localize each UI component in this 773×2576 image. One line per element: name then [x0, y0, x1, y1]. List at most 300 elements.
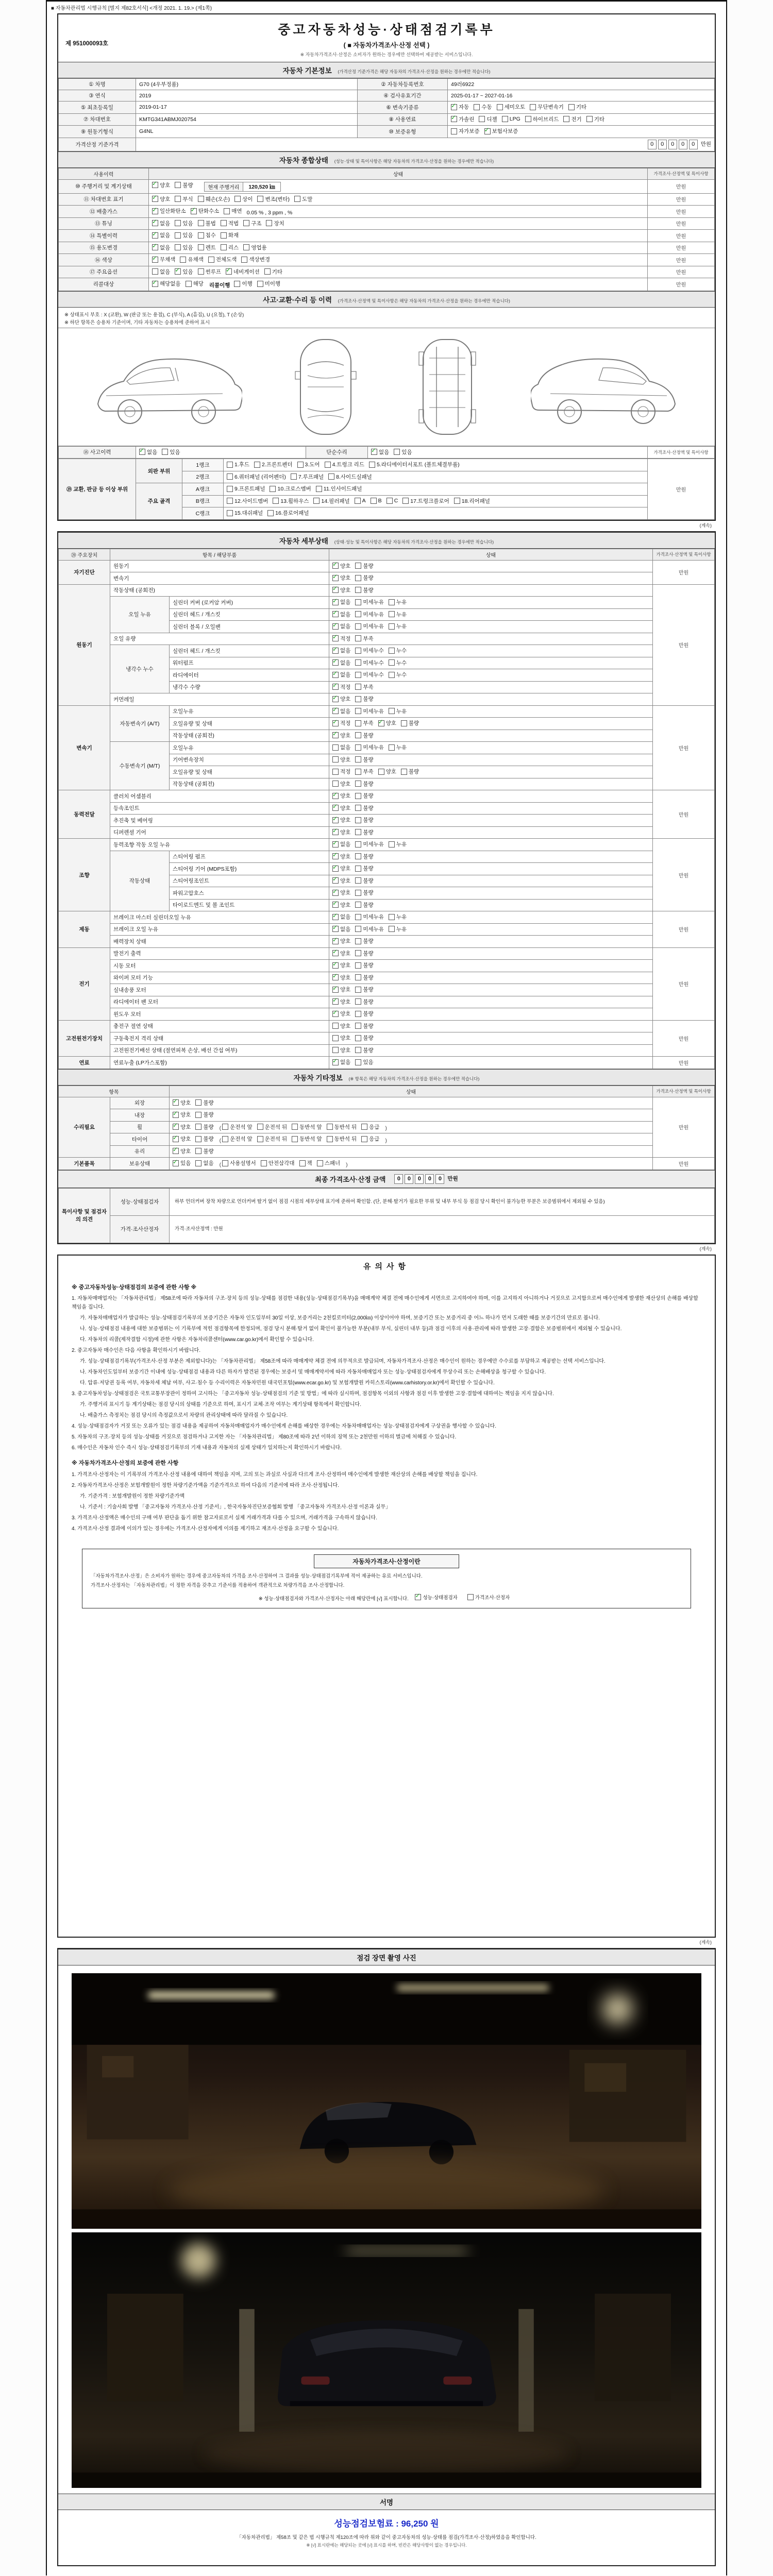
- checkbox-없음[interactable]: [332, 1058, 350, 1066]
- checkbox-화재[interactable]: [221, 231, 239, 239]
- checkbox-양호[interactable]: [332, 732, 350, 739]
- checkbox-불량[interactable]: [355, 574, 373, 582]
- checkbox-label: 없음: [160, 244, 171, 251]
- checkbox-C[interactable]: [386, 498, 398, 504]
- checkbox-양호[interactable]: [332, 937, 350, 945]
- checkbox-label: 잭: [307, 1160, 312, 1167]
- device-item: 브레이크 오일 누유: [110, 923, 329, 936]
- checkbox-box: [332, 1047, 339, 1053]
- checkbox-일산화탄소[interactable]: [152, 207, 186, 215]
- checkbox-1.후드[interactable]: [227, 461, 249, 468]
- value-text: 2025-01-17 ~ 2027-01-16: [451, 92, 513, 99]
- device-group: 조향: [59, 839, 110, 911]
- checkbox-없음[interactable]: [332, 622, 350, 630]
- checkbox-box: [451, 104, 457, 110]
- repair-item-status: [170, 1133, 653, 1146]
- checkbox-수동[interactable]: [474, 103, 492, 111]
- device-item: 타이로드엔드 및 볼 조인트: [170, 899, 329, 911]
- checkbox-box: [389, 926, 395, 932]
- checkbox-label: 해당없음: [160, 281, 181, 287]
- checkbox-양호[interactable]: [152, 195, 170, 203]
- device-item: 오일누유: [170, 742, 329, 754]
- checkbox-box: [355, 829, 361, 835]
- checkbox-잭[interactable]: [299, 1159, 312, 1167]
- check-note-text: ※ 성능·상태점검자와 가격조사·산정자는 아래 해당란에 [√] 표시합니다.: [258, 1596, 409, 1602]
- checkbox-label: 양호: [180, 1124, 191, 1130]
- checkbox-box: [139, 449, 145, 455]
- checkbox-없음[interactable]: [332, 671, 350, 679]
- checkbox-label: 미세누유: [363, 926, 384, 933]
- checkbox-없음[interactable]: [152, 219, 170, 227]
- checkbox-응급[interactable]: [361, 1123, 379, 1131]
- checkbox-누유[interactable]: [389, 707, 407, 715]
- rank-label: 1랭크: [182, 459, 224, 471]
- checkbox-누수[interactable]: [389, 647, 407, 654]
- checkbox-세미오토[interactable]: [497, 103, 526, 111]
- detail-row: [59, 1044, 715, 1057]
- checkbox-없음[interactable]: [332, 913, 350, 921]
- checkbox-box: [294, 196, 300, 202]
- checkbox-불량[interactable]: [355, 1010, 373, 1018]
- checkbox-label: LPG: [509, 116, 520, 122]
- checkbox-불량[interactable]: [355, 1034, 373, 1042]
- checkbox-네비게이션[interactable]: [226, 268, 260, 276]
- checkbox-label: 불량: [363, 938, 374, 945]
- checkbox-15.대쉬패널[interactable]: [227, 509, 263, 517]
- checkbox-동반석 앞[interactable]: [292, 1135, 322, 1143]
- checkbox-양호[interactable]: [332, 974, 350, 981]
- checkbox-B[interactable]: [371, 498, 382, 504]
- checkbox-불량[interactable]: [355, 865, 373, 872]
- device-status: [329, 839, 653, 851]
- checkbox-양호[interactable]: [332, 961, 350, 969]
- checkbox-label: 불량: [363, 805, 374, 811]
- checkbox-label: 불량: [363, 587, 374, 594]
- device-group: 전기: [59, 947, 110, 1020]
- checkbox-미세누유[interactable]: [355, 743, 384, 751]
- exchange-row: [59, 483, 715, 496]
- checkbox-양호[interactable]: [332, 889, 350, 896]
- checkbox-운전석 뒤[interactable]: [257, 1135, 288, 1143]
- checkbox-box: [273, 498, 279, 504]
- checkbox-무단변속기[interactable]: [530, 103, 564, 111]
- checkbox-불량[interactable]: [195, 1111, 213, 1118]
- checkbox-불량[interactable]: [355, 792, 373, 800]
- checkbox-기타[interactable]: [264, 268, 282, 276]
- checkbox-응급[interactable]: [361, 1135, 379, 1143]
- checkbox-양호[interactable]: [173, 1135, 191, 1143]
- checkbox-양호[interactable]: [332, 853, 350, 860]
- checkbox-운전석 앞[interactable]: [219, 1135, 253, 1144]
- device-status: [329, 1032, 653, 1045]
- checkbox-전기[interactable]: [563, 115, 581, 123]
- checkbox-없음[interactable]: [332, 647, 350, 654]
- checkbox-box: [355, 659, 361, 666]
- checkbox-리스[interactable]: [221, 244, 239, 251]
- checkbox-누유[interactable]: [389, 913, 407, 921]
- checkbox-box: [355, 756, 361, 762]
- checkbox-label: 가격조사·산정자: [475, 1595, 510, 1601]
- checkbox-불량[interactable]: [355, 901, 373, 909]
- checkbox-양호[interactable]: [332, 586, 350, 594]
- checkbox-label: 누유: [396, 708, 407, 715]
- checkbox-box: [175, 182, 181, 188]
- checkbox-label: 양호: [340, 853, 351, 860]
- checkbox-label: 누유: [396, 841, 407, 848]
- overall-row: [59, 242, 715, 254]
- checkbox-불량[interactable]: [355, 974, 373, 981]
- overall-row: [59, 266, 715, 278]
- checkbox-없음[interactable]: [332, 743, 350, 751]
- checkbox-6.쿼터패널 (리어펜더)[interactable]: [227, 473, 286, 481]
- checkbox-7.루프패널[interactable]: [291, 473, 324, 481]
- checkbox-불량[interactable]: [401, 768, 419, 775]
- checkbox-불량[interactable]: [355, 889, 373, 896]
- rank-label: A랭크: [182, 483, 224, 496]
- checkbox-16.플로어패널[interactable]: [267, 509, 309, 517]
- checkbox-있음[interactable]: [175, 268, 193, 276]
- checkbox-box: [332, 938, 339, 944]
- checkbox-4.트렁크 리드[interactable]: [325, 461, 364, 468]
- checkbox-불량[interactable]: [355, 756, 373, 764]
- checkbox-누수[interactable]: [389, 659, 407, 667]
- field-label: ⑦ 차대번호: [59, 113, 136, 126]
- rank-label: B랭크: [182, 495, 224, 507]
- checkbox-label: 8.사이드실패널: [336, 473, 372, 480]
- checkbox-있음[interactable]: [175, 231, 193, 239]
- checkbox-불량[interactable]: [355, 937, 373, 945]
- checkbox-label: 불량: [363, 756, 374, 763]
- checkbox-유채색[interactable]: [180, 256, 203, 263]
- checkbox-없음[interactable]: [152, 244, 170, 251]
- checkbox-없음[interactable]: [371, 448, 389, 456]
- checkbox-양호[interactable]: [332, 562, 350, 570]
- checkbox-불량[interactable]: [195, 1123, 213, 1131]
- checkbox-양호[interactable]: [332, 901, 350, 909]
- checkbox-미세누유[interactable]: [355, 840, 384, 848]
- exchange-row: [59, 459, 715, 471]
- checkbox-있음[interactable]: [175, 244, 193, 251]
- checkbox-양호[interactable]: [332, 828, 350, 836]
- checkbox-9.프론트패널[interactable]: [227, 485, 265, 493]
- checkbox-양호[interactable]: [332, 1010, 350, 1018]
- checkbox-운전석 뒤[interactable]: [257, 1123, 288, 1131]
- checkbox-부족[interactable]: [355, 635, 373, 642]
- checkbox-양호[interactable]: [332, 695, 350, 703]
- price-cell: 만원: [653, 947, 715, 1020]
- checkbox-탄화수소[interactable]: [191, 207, 220, 215]
- checkbox-box: [371, 449, 377, 455]
- checkbox-없음[interactable]: [332, 925, 350, 933]
- checkbox-불량[interactable]: [175, 181, 193, 189]
- checkbox-적정[interactable]: [332, 768, 350, 775]
- checkbox-box: [162, 449, 168, 455]
- checkbox-불량[interactable]: [195, 1135, 213, 1143]
- checkbox-양호[interactable]: [173, 1099, 191, 1107]
- detail-row: [59, 1008, 715, 1021]
- checkbox-8.사이드실패널[interactable]: [328, 473, 372, 481]
- checkbox-미세누유[interactable]: [355, 611, 384, 618]
- checkbox-하이브리드[interactable]: [525, 115, 559, 123]
- checkbox-양호[interactable]: [173, 1111, 191, 1118]
- checkbox-box: [332, 1023, 339, 1029]
- checkbox-불량[interactable]: [355, 562, 373, 570]
- checkbox-불량[interactable]: [195, 1099, 213, 1107]
- checkbox-양호[interactable]: [332, 792, 350, 800]
- checkbox-양호[interactable]: [332, 865, 350, 872]
- checkbox-13.휠하우스[interactable]: [273, 497, 309, 505]
- checkbox-label: 양호: [340, 575, 351, 582]
- checkbox-누유[interactable]: [389, 925, 407, 933]
- panel-group-name: 주요 골격: [136, 483, 182, 520]
- checkbox-12.사이드멤버[interactable]: [227, 497, 268, 505]
- checkbox-A[interactable]: [355, 498, 366, 504]
- checkbox-영업용[interactable]: [243, 244, 266, 251]
- checkbox-썬루프[interactable]: [198, 268, 221, 276]
- device-status: [329, 621, 653, 633]
- checkbox-불량[interactable]: [355, 816, 373, 824]
- checkbox-box: [219, 1136, 228, 1144]
- checkbox-있음[interactable]: [175, 219, 193, 227]
- checkbox-디젤[interactable]: [479, 115, 497, 123]
- checkbox-누유[interactable]: [389, 840, 407, 848]
- checkbox-양호[interactable]: [332, 1022, 350, 1030]
- checkbox-있음[interactable]: [355, 1058, 373, 1066]
- checkbox-불량[interactable]: [355, 1046, 373, 1054]
- checkbox-미이행[interactable]: [257, 280, 280, 287]
- checkbox-양호[interactable]: [332, 574, 350, 582]
- checkbox-부족[interactable]: [355, 719, 373, 727]
- checkbox-불량[interactable]: [355, 695, 373, 703]
- price-digit: 0: [658, 140, 667, 149]
- checkbox-사용설명서[interactable]: [219, 1159, 256, 1168]
- checkbox-label: 불량: [363, 877, 374, 884]
- checkbox-미세누수[interactable]: [355, 647, 384, 654]
- checkbox-스패너[interactable]: [317, 1159, 340, 1167]
- device-status: [329, 851, 653, 863]
- price-cell: 만원: [653, 911, 715, 948]
- checkbox-양호[interactable]: [378, 768, 396, 775]
- extra-open: (: [219, 1161, 222, 1168]
- checkbox-box: [355, 781, 361, 787]
- checkbox-없음[interactable]: [139, 448, 157, 456]
- device-item: 라디에이터: [170, 669, 329, 682]
- checkbox-양호[interactable]: [332, 998, 350, 1006]
- checkbox-부족[interactable]: [355, 683, 373, 691]
- checkbox-렌트[interactable]: [198, 244, 216, 251]
- checkbox-양호[interactable]: [378, 719, 396, 727]
- checkbox-기타[interactable]: [586, 115, 604, 123]
- checkbox-색상변경[interactable]: [241, 256, 270, 263]
- device-item: 오일 유량: [110, 633, 329, 645]
- value-text: G70 (4우부정품): [139, 81, 179, 88]
- checkbox-양호[interactable]: [332, 780, 350, 788]
- checkbox-없음[interactable]: [332, 707, 350, 715]
- checkbox-있음[interactable]: [394, 448, 412, 456]
- checkbox-box: [234, 281, 240, 287]
- checkbox-box: [451, 128, 457, 134]
- checkbox-label: 리스: [228, 244, 239, 251]
- checkbox-부족[interactable]: [355, 768, 373, 775]
- checkbox-11.인사이드패널[interactable]: [316, 485, 362, 493]
- checkbox-없음[interactable]: [152, 231, 170, 239]
- checkbox-무채색[interactable]: [152, 256, 175, 263]
- checkbox-label: 양호: [340, 866, 351, 872]
- checkbox-양호[interactable]: [173, 1147, 191, 1155]
- checkbox-가솔린[interactable]: [451, 115, 474, 123]
- checkbox-18.리어패널[interactable]: [454, 497, 490, 505]
- checkbox-누유[interactable]: [389, 622, 407, 630]
- device-status: [329, 1008, 653, 1021]
- checkbox-동반석 뒤[interactable]: [327, 1123, 357, 1131]
- checkbox-불량[interactable]: [401, 719, 419, 727]
- checkbox-성능·상태점검자[interactable]: [415, 1594, 457, 1601]
- checkbox-도말[interactable]: [294, 195, 312, 203]
- checkbox-box: [152, 208, 158, 214]
- checkbox-상이[interactable]: [234, 195, 253, 203]
- checkbox-안전삼각대[interactable]: [261, 1159, 295, 1167]
- inspector-opinion-table: [58, 1188, 715, 1243]
- checkbox-불량[interactable]: [355, 853, 373, 860]
- field-value: [136, 90, 358, 101]
- checkbox-장치[interactable]: [266, 219, 284, 227]
- checkbox-불량[interactable]: [355, 998, 373, 1006]
- checkbox-양호[interactable]: [332, 950, 350, 957]
- checkbox-구조[interactable]: [243, 219, 261, 227]
- checkbox-미세누유[interactable]: [355, 622, 384, 630]
- checkbox-5.라디에이터서포트 (볼트체결부품)[interactable]: [369, 461, 460, 468]
- checkbox-미세누유[interactable]: [355, 925, 384, 933]
- field-label: ⑤ 최초등록일: [59, 101, 136, 114]
- checkbox-양호[interactable]: [332, 804, 350, 812]
- checkbox-적법[interactable]: [221, 219, 239, 227]
- checkbox-동반석 앞[interactable]: [292, 1123, 322, 1131]
- opinion-text: 가격·조사산정액 : 만원: [170, 1215, 715, 1243]
- checkbox-적정[interactable]: [332, 719, 350, 727]
- notice-paragraph: 4. 가격조사·산정 결과에 이의가 있는 경우에는 가격조사·산정자에게 이의를 제기하고 재조사·산정을 요구할 수 있습니다.: [72, 1526, 339, 1532]
- checkbox-누유[interactable]: [389, 611, 407, 618]
- checkbox-10.크로스멤버[interactable]: [270, 485, 311, 493]
- checkbox-box: [332, 853, 339, 859]
- checkbox-17.트렁크플로어[interactable]: [402, 497, 449, 505]
- checkbox-적정[interactable]: [332, 683, 350, 691]
- checkbox-불법[interactable]: [198, 219, 216, 227]
- price-option-label: ( ■ 자동차가격조사·산정 선택 ): [343, 42, 430, 49]
- checkbox-label: 성능·상태점검자: [423, 1595, 458, 1601]
- checkbox-누수[interactable]: [389, 671, 407, 679]
- checkbox-불량[interactable]: [195, 1147, 213, 1155]
- checkbox-있음[interactable]: [173, 1159, 191, 1167]
- checkbox-불량[interactable]: [355, 877, 373, 885]
- checkbox-불량[interactable]: [355, 732, 373, 739]
- checkbox-양호[interactable]: [152, 181, 170, 189]
- checkbox-없음[interactable]: [332, 840, 350, 848]
- checkbox-미세누수[interactable]: [355, 659, 384, 667]
- checkbox-label: 변조(변타): [265, 196, 290, 202]
- checkbox-양호[interactable]: [332, 1034, 350, 1042]
- checkbox-전체도색[interactable]: [208, 256, 237, 263]
- checkbox-box: [328, 473, 334, 480]
- device-status: [329, 863, 653, 875]
- checkbox-없음[interactable]: [195, 1159, 213, 1167]
- checkbox-누유[interactable]: [389, 743, 407, 751]
- field-value: [136, 79, 358, 90]
- device-status: [329, 608, 653, 621]
- checkbox-가격조사·산정자[interactable]: [467, 1594, 510, 1601]
- device-item: 브레이크 마스터 실린더오일 누유: [110, 911, 329, 924]
- checkbox-box: [195, 1160, 201, 1166]
- checkbox-없음[interactable]: [332, 611, 350, 618]
- checkbox-양호[interactable]: [332, 986, 350, 993]
- checkbox-양호[interactable]: [173, 1123, 191, 1131]
- checkbox-미세누유[interactable]: [355, 598, 384, 606]
- checkbox-양호[interactable]: [332, 816, 350, 824]
- checkbox-box: [332, 659, 339, 666]
- checkbox-운전석 앞[interactable]: [219, 1123, 253, 1132]
- checkbox-없음[interactable]: [332, 598, 350, 606]
- checkbox-해당없음[interactable]: [152, 280, 181, 287]
- checkbox-미세누유[interactable]: [355, 707, 384, 715]
- checkbox-LPG[interactable]: [502, 116, 520, 122]
- checkbox-없음[interactable]: [152, 268, 170, 276]
- checkbox-자동[interactable]: [451, 103, 469, 111]
- checkbox-label: 양호: [340, 998, 351, 1005]
- checkbox-box: [355, 684, 361, 690]
- checkbox-미세누유[interactable]: [355, 913, 384, 921]
- checkbox-불량[interactable]: [355, 780, 373, 788]
- checkbox-불량[interactable]: [355, 950, 373, 957]
- checkbox-자가보증[interactable]: [451, 127, 480, 135]
- checkbox-불량[interactable]: [355, 804, 373, 812]
- checkbox-누유[interactable]: [389, 598, 407, 606]
- price-cell: 만원: [648, 242, 715, 254]
- usage-item-label: ⑫ 배출가스: [59, 206, 149, 218]
- checkbox-적정[interactable]: [332, 635, 350, 642]
- checkbox-미세누수[interactable]: [355, 671, 384, 679]
- checkbox-불량[interactable]: [355, 986, 373, 993]
- notice-paragraph: 5. 자동차의 구조·장치 등의 성능·상태를 거짓으로 점검하거나 고지한 자는 「자동차관리법」 제80조에 따라 2년 이하의 징역 또는 2천만원 이하의 벌금에 처해질 수 있습니다.: [72, 1434, 457, 1440]
- price-digit: 0: [415, 1174, 424, 1184]
- checkbox-기타[interactable]: [568, 103, 586, 111]
- checkbox-양호[interactable]: [332, 877, 350, 885]
- checkbox-변조(변타)[interactable]: [257, 195, 290, 203]
- checkbox-box: [389, 672, 395, 678]
- checkbox-불량[interactable]: [355, 828, 373, 836]
- checkbox-양호[interactable]: [332, 1046, 350, 1054]
- checkbox-14.필러패널[interactable]: [313, 497, 349, 505]
- checkbox-불량[interactable]: [355, 586, 373, 594]
- checkbox-동반석 뒤[interactable]: [327, 1135, 357, 1143]
- checkbox-양호[interactable]: [332, 756, 350, 764]
- checkbox-불량[interactable]: [355, 961, 373, 969]
- checkbox-침수[interactable]: [198, 231, 216, 239]
- checkbox-box: [332, 744, 339, 751]
- checkbox-보험사보증[interactable]: [484, 127, 518, 135]
- checkbox-매연[interactable]: [224, 207, 242, 215]
- checkbox-부식[interactable]: [175, 195, 193, 203]
- checkbox-훼손(오손)[interactable]: [198, 195, 230, 203]
- checkbox-해당[interactable]: [186, 280, 204, 287]
- detail-row: [59, 984, 715, 996]
- checkbox-3.도어[interactable]: [297, 461, 320, 468]
- checkbox-이행[interactable]: [234, 280, 252, 287]
- checkbox-불량[interactable]: [355, 1022, 373, 1030]
- checkbox-box: [152, 196, 158, 202]
- price-header-cell: 가격조사·산정액 및 특이사항: [648, 446, 715, 459]
- checkbox-없음[interactable]: [332, 659, 350, 667]
- checkbox-2.프론트펜더[interactable]: [254, 461, 292, 468]
- checkbox-있음[interactable]: [162, 448, 180, 456]
